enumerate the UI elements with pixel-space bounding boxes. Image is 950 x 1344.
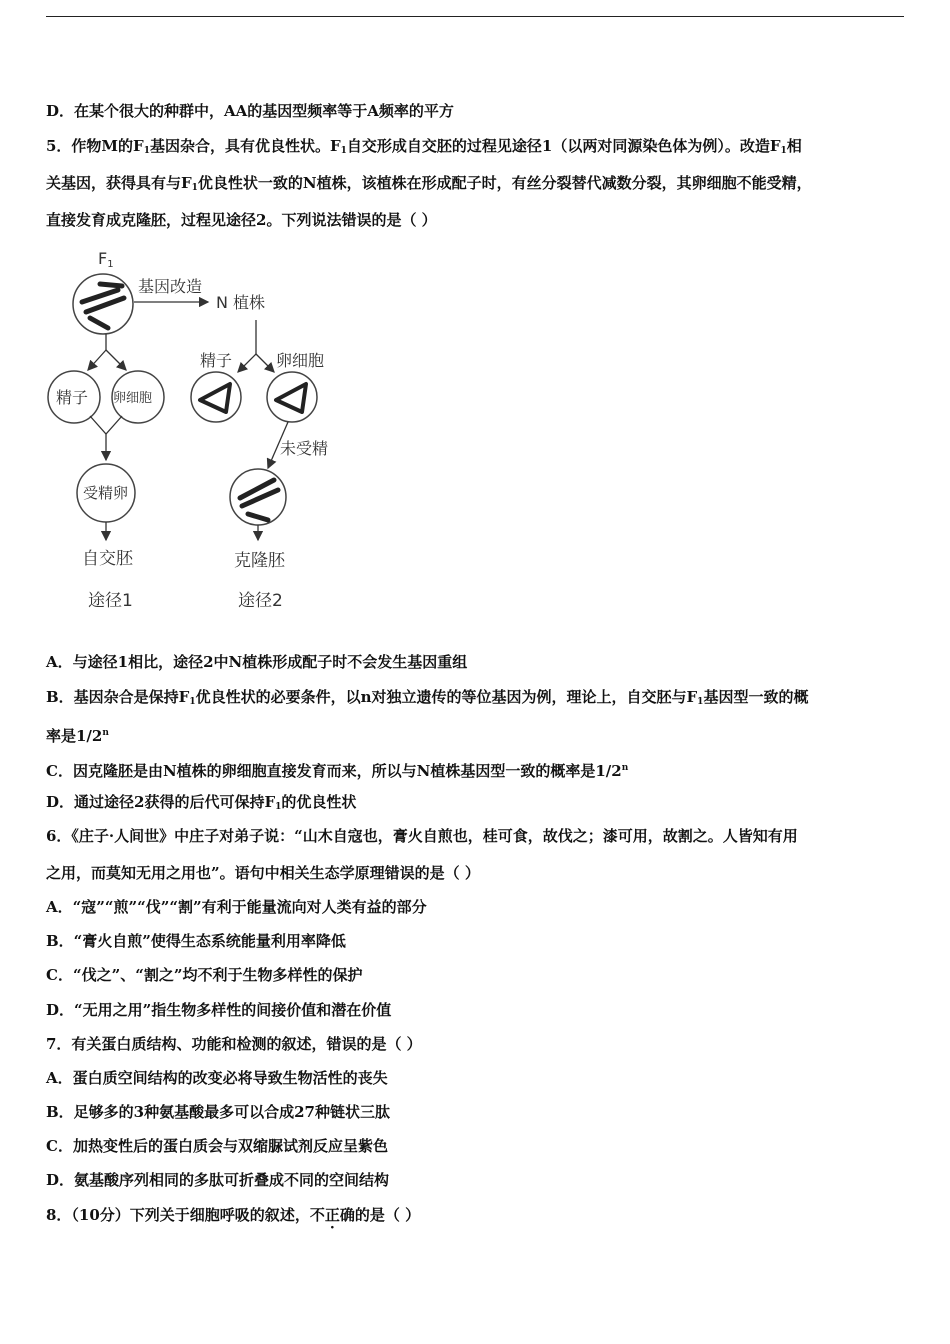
clone-embryo-cell [230,469,286,525]
q5-stem-line1: 5．作物M的$F_1$基因杂合，具有优良性状。$F_1$自交形成自交胚的过程见途径1（以两对同源染色体为例）。改造$F_1$相 [46,137,802,156]
q5-option-a: A．与途径1相比，途径2中N植株形成配子时不会发生基因重组 [46,653,468,671]
merge-line [90,416,122,434]
arrow-to-sperm-2 [238,354,256,372]
q5-stem-line2: 关基因，获得具有与$F_1$优良性状一致的N植株，该植株在形成配子时，有丝分裂替代减数分裂，其卵细胞不能受精， [46,174,812,193]
path1-label: 途径1 [88,591,133,611]
q7-stem: 7．有关蛋白质结构、功能和检测的叙述，错误的是（ ） [46,1035,422,1053]
q7-option-a: A．蛋白质空间结构的改变必将导致生物活性的丧失 [46,1069,388,1087]
header-rule [46,16,904,17]
q8-stem: 8．（10分）下列关于细胞呼吸的叙述，不正确的是（ ） [46,1206,421,1224]
q6-option-c: C．“伐之”、“割之”均不利于生物多样性的保护 [46,966,363,984]
egg-label-1: 卵细胞 [113,391,153,406]
self-embryo-label: 自交胚 [82,549,133,569]
q6-option-a: A．“寇”“煎”“伐”“割”有利于能量流向对人类有益的部分 [46,898,427,916]
sperm-label-2: 精子 [200,351,233,370]
q5-stem-line3: 直接发育成克隆胚，过程见途径2。下列说法错误的是（ ） [46,211,437,229]
n-plant-label: N 植株 [216,293,266,312]
sperm-cell-2 [191,372,241,422]
clone-embryo-label: 克隆胚 [234,551,285,571]
emphasis-not-correct: 不正确 [309,1206,355,1224]
q7-option-b: B．足够多的3种氨基酸最多可以合成27种链状三肽 [46,1103,390,1121]
f1-label: F1 [98,249,114,270]
q6-option-b: B．“膏火自煎”使得生态系统能量利用率降低 [46,932,346,950]
q6-stem-line1: 6．《庄子·人间世》中庄子对弟子说：“山木自寇也，膏火自煎也，桂可食，故伐之；漆可用，故割之。人皆知有用 [46,827,798,845]
gene-modify-label: 基因改造 [138,277,203,296]
q4-option-d: D．在某个很大的种群中，AA的基因型频率等于A频率的平方 [46,102,454,120]
arrow-to-egg-1 [106,350,126,370]
q5-option-b-line2: 率是1/2$^n$ [46,727,109,745]
arrow-to-egg-2 [256,354,274,372]
egg-cell-2 [267,372,317,422]
arrow-to-sperm-1 [88,350,106,370]
q6-option-d: D．“无用之用”指生物多样性的间接价值和潜在价值 [46,1001,392,1019]
q7-option-c: C．加热变性后的蛋白质会与双缩脲试剂反应呈紫色 [46,1137,388,1155]
sperm-label-1: 精子 [56,388,89,407]
q7-option-d: D．氨基酸序列相同的多肽可折叠成不同的空间结构 [46,1171,390,1189]
q6-stem-line2: 之用，而莫知无用之用也”。语句中相关生态学原理错误的是（ ） [46,864,480,882]
egg-label-2: 卵细胞 [276,351,325,370]
q5-option-d: D．通过途径2获得的后代可保持$F_1$的优良性状 [46,793,357,812]
unfertilized-label: 未受精 [280,439,329,458]
zygote-label: 受精卵 [83,484,129,502]
q5-option-c: C．因克隆胚是由N植株的卵细胞直接发育而来，所以与N植株基因型一致的概率是1/2$^n$ [46,762,629,780]
path2-label: 途径2 [238,591,283,611]
f1-cell [73,274,133,334]
q5-diagram [40,240,340,620]
q5-option-b-line1: B．基因杂合是保持$F_1$优良性状的必要条件，以n对独立遗传的等位基因为例，理论上，自交胚与$F_1$基因型一致的概 [46,688,809,707]
